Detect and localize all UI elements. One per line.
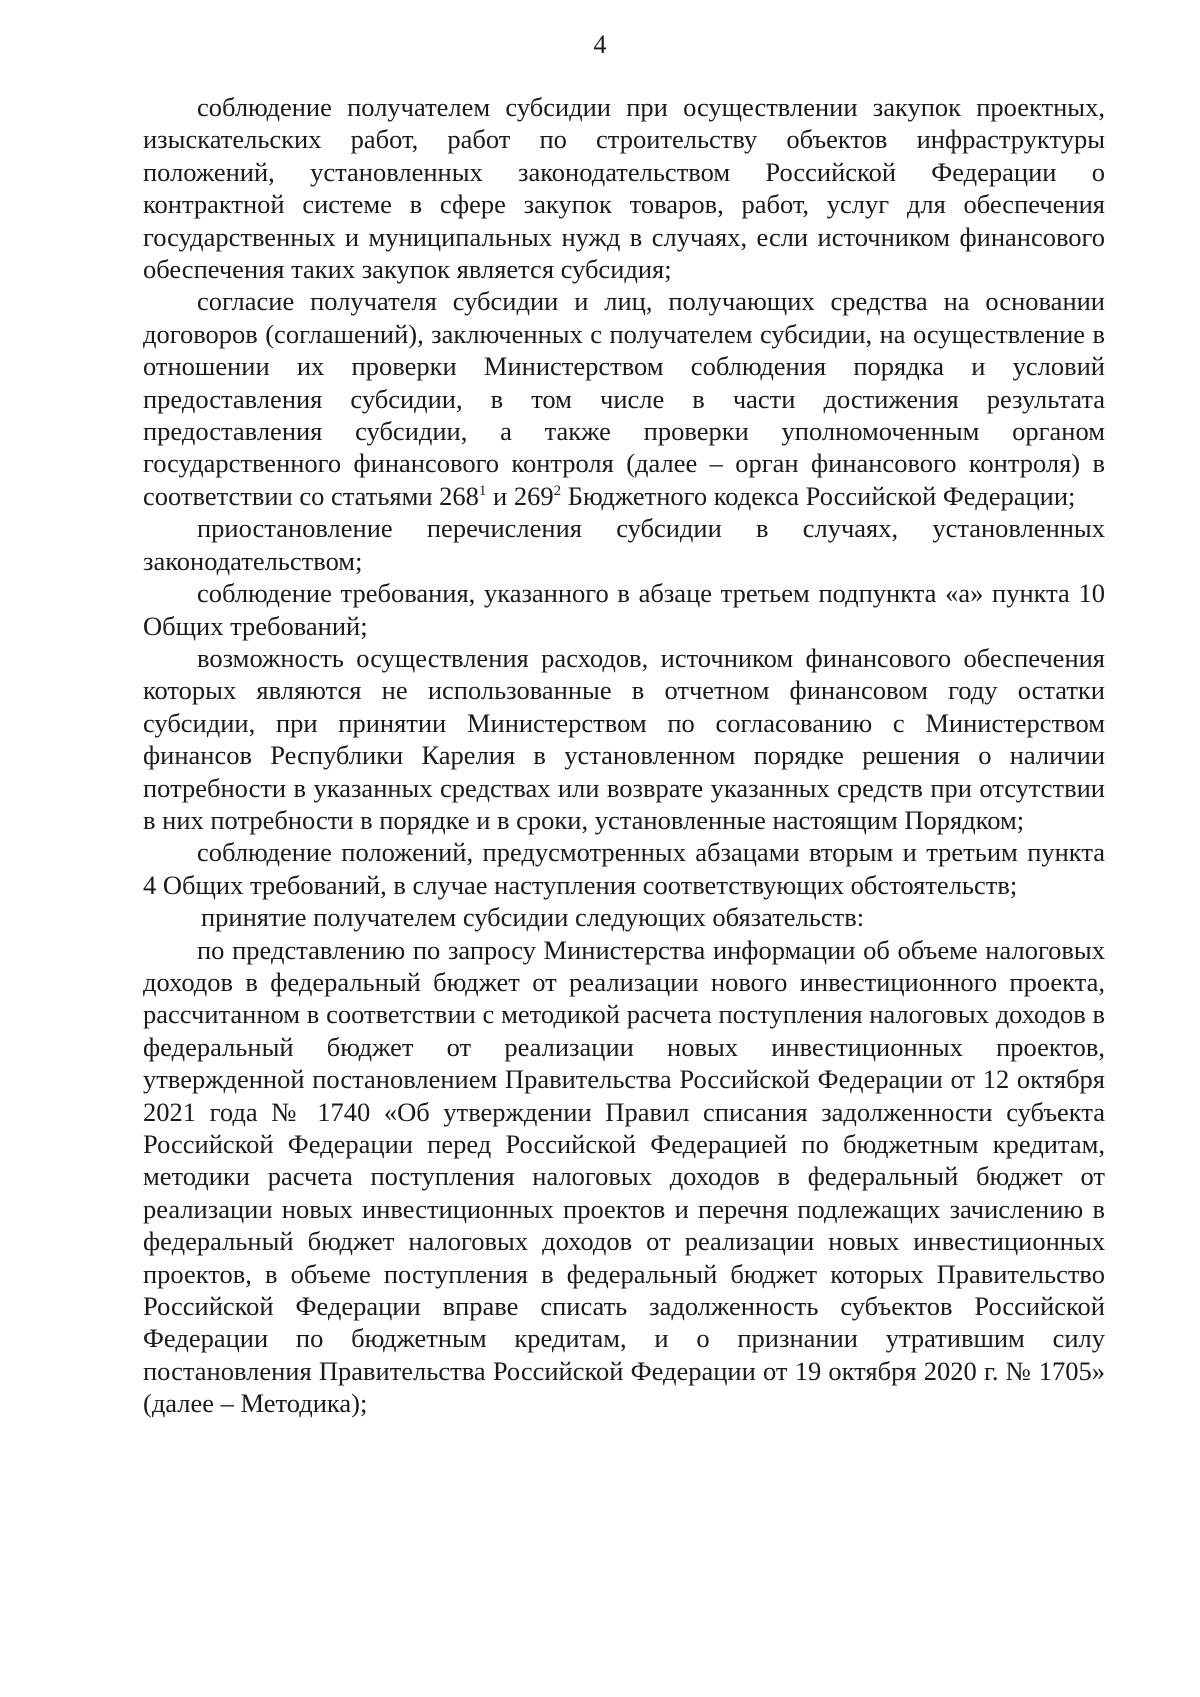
page-number: 4 — [593, 30, 607, 59]
paragraph-obligations-intro: принятие получателем субсидии следующих обязательств: — [201, 902, 865, 933]
paragraph-tax-revenue-info: по представлению по запросу Министерства информации об объеме налоговых доходов в федеральный бюджет от реализации нового инвестиционного проекта, рассчитанном в соответствии с методикой расчета поступления налоговых доходов в федеральный бюджет от реализации новых инвестиционных проектов, утвержденной постановлением Правительства Российской Федерации от 12 октября 2021 года № 1740 «Об утверждении Правил списания задолженности субъекта Российской Федерации перед Российской Федерацией по бюджетным кредитам, методики расчета поступления налоговых доходов в федеральный бюджет от реализации новых инвестиционных проектов и перечня подлежащих зачислению в федеральный бюджет налоговых доходов от реализации новых инвестиционных проектов, в объеме поступления в федеральный бюджет которых Правительство Российской Федерации вправе списать задолженность субъектов Российской Федерации по бюджетным кредитам, и о признании утратившим силу постановления Правительства Российской Федерации от 19 октября 2020 г. № 1705» (далее – Методика); — [143, 934, 1105, 1419]
paragraph-general-requirements: соблюдение положений, предусмотренных абзацами вторым и третьим пункта 4 Общих требований, в случае наступления соответствующих обстоятельств; — [143, 837, 1105, 900]
paragraph-text: Бюджетного кодекса Российской Федерации; — [561, 480, 1076, 511]
superscript: 1 — [478, 483, 487, 500]
superscript: 2 — [553, 483, 562, 500]
paragraph-procurement-compliance: соблюдение получателем субсидии при осуществлении закупок проектных, изыскательских работ, работ по строительству объектов инфраструктуры положений, установленных законодательством Российской Федерации о контрактной системе в сфере закупок товаров, работ, услуг для обеспечения государственных и муниципальных нужд в случаях, если источником финансового обеспечения таких закупок является субсидия; — [143, 92, 1105, 285]
paragraph-suspension: приостановление перечисления субсидии в случаях, установленных законодательством; — [143, 513, 1105, 576]
paragraph-requirement-compliance: соблюдение требования, указанного в абзаце третьем подпункта «а» пункта 10 Общих требований; — [143, 578, 1105, 641]
paragraph-text: согласие получателя субсидии и лиц, получающих средства на основании договоров (соглашений), заключенных с получателем субсидии, на осуществление в отношении их проверки Министерством соблюдения порядка и условий предоставления субсидии, в том числе в части достижения результата предоставления субсидии, а также проверки уполномоченным органом государственного финансового контроля (далее – орган финансового контроля) в соответствии со статьями 268 — [143, 286, 1105, 511]
paragraph-text: и 269 — [486, 480, 554, 511]
document-body — [143, 91, 1105, 1420]
paragraph-unused-balances: возможность осуществления расходов, источником финансового обеспечения которых являются не использованные в отчетном финансовом году остатки субсидии, при принятии Министерством по согласованию с Министерством финансов Республики Карелия в установленном порядке решения о наличии потребности в указанных средствах или возврате указанных средств при отсутствии в них потребности в порядке и в сроки, установленные настоящим Порядком; — [143, 642, 1105, 835]
paragraph-inspection-consent — [143, 285, 1105, 512]
